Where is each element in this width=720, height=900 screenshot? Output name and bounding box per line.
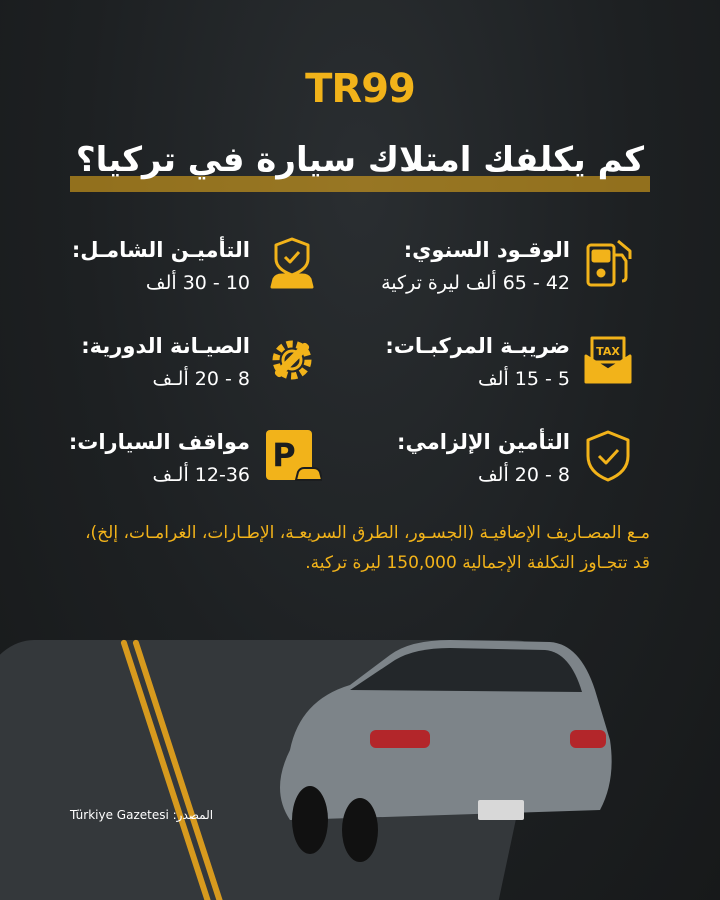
car-illustration <box>250 630 630 870</box>
svg-text:TAX: TAX <box>596 345 620 358</box>
title-block <box>70 140 650 196</box>
cost-value: 12-36 ألـف <box>152 464 250 486</box>
cost-value: 8 - 20 ألف <box>478 464 570 486</box>
source-name: Türkiye Gazetesi <box>70 808 169 822</box>
source-label: المصدر: <box>172 808 214 822</box>
total-cost-note: مـع المصـاريف الإضافيـة (الجسـور، الطرق السريعـة، الإطـارات، الغرامـات، إلخ)، قد تتجـاوز التكلفة الإجمالية 150,000 ليرة تركية. <box>85 523 650 573</box>
cost-label: الصيـانة الدورية: <box>81 334 250 358</box>
cost-item-comprehensive-insurance <box>0 236 250 306</box>
cost-label: التأمين الإلزامي: <box>397 430 570 454</box>
svg-text:P: P <box>272 436 296 474</box>
cost-item-parking <box>0 428 250 498</box>
tax-envelope-icon <box>578 330 638 390</box>
shield-car-icon <box>262 233 322 293</box>
cost-label: ضريبـة المركبـات: <box>385 334 570 358</box>
road-car-photo <box>0 600 720 900</box>
cost-value: 5 - 15 ألف <box>478 368 570 390</box>
cost-label: الوقـود السنوي: <box>403 238 570 262</box>
brand-logo: TR99 <box>305 66 415 112</box>
cost-label: مواقف السيارات: <box>68 430 250 454</box>
cost-item-maintenance <box>0 332 250 402</box>
parking-icon <box>262 426 322 486</box>
cost-value: 42 - 65 ألف ليرة تركية <box>381 272 570 294</box>
source-credit <box>70 808 213 822</box>
page-title: كم يكلفك امتلاك سيارة في تركيا؟ <box>75 140 645 180</box>
fuel-pump-icon <box>578 233 638 293</box>
cost-value: 10 - 30 ألف <box>145 272 250 294</box>
cost-value: 8 - 20 ألـف <box>152 368 250 390</box>
cost-label: التأميـن الشامـل: <box>71 238 250 262</box>
shield-check-icon <box>578 426 638 486</box>
gear-wrench-icon <box>262 330 322 390</box>
